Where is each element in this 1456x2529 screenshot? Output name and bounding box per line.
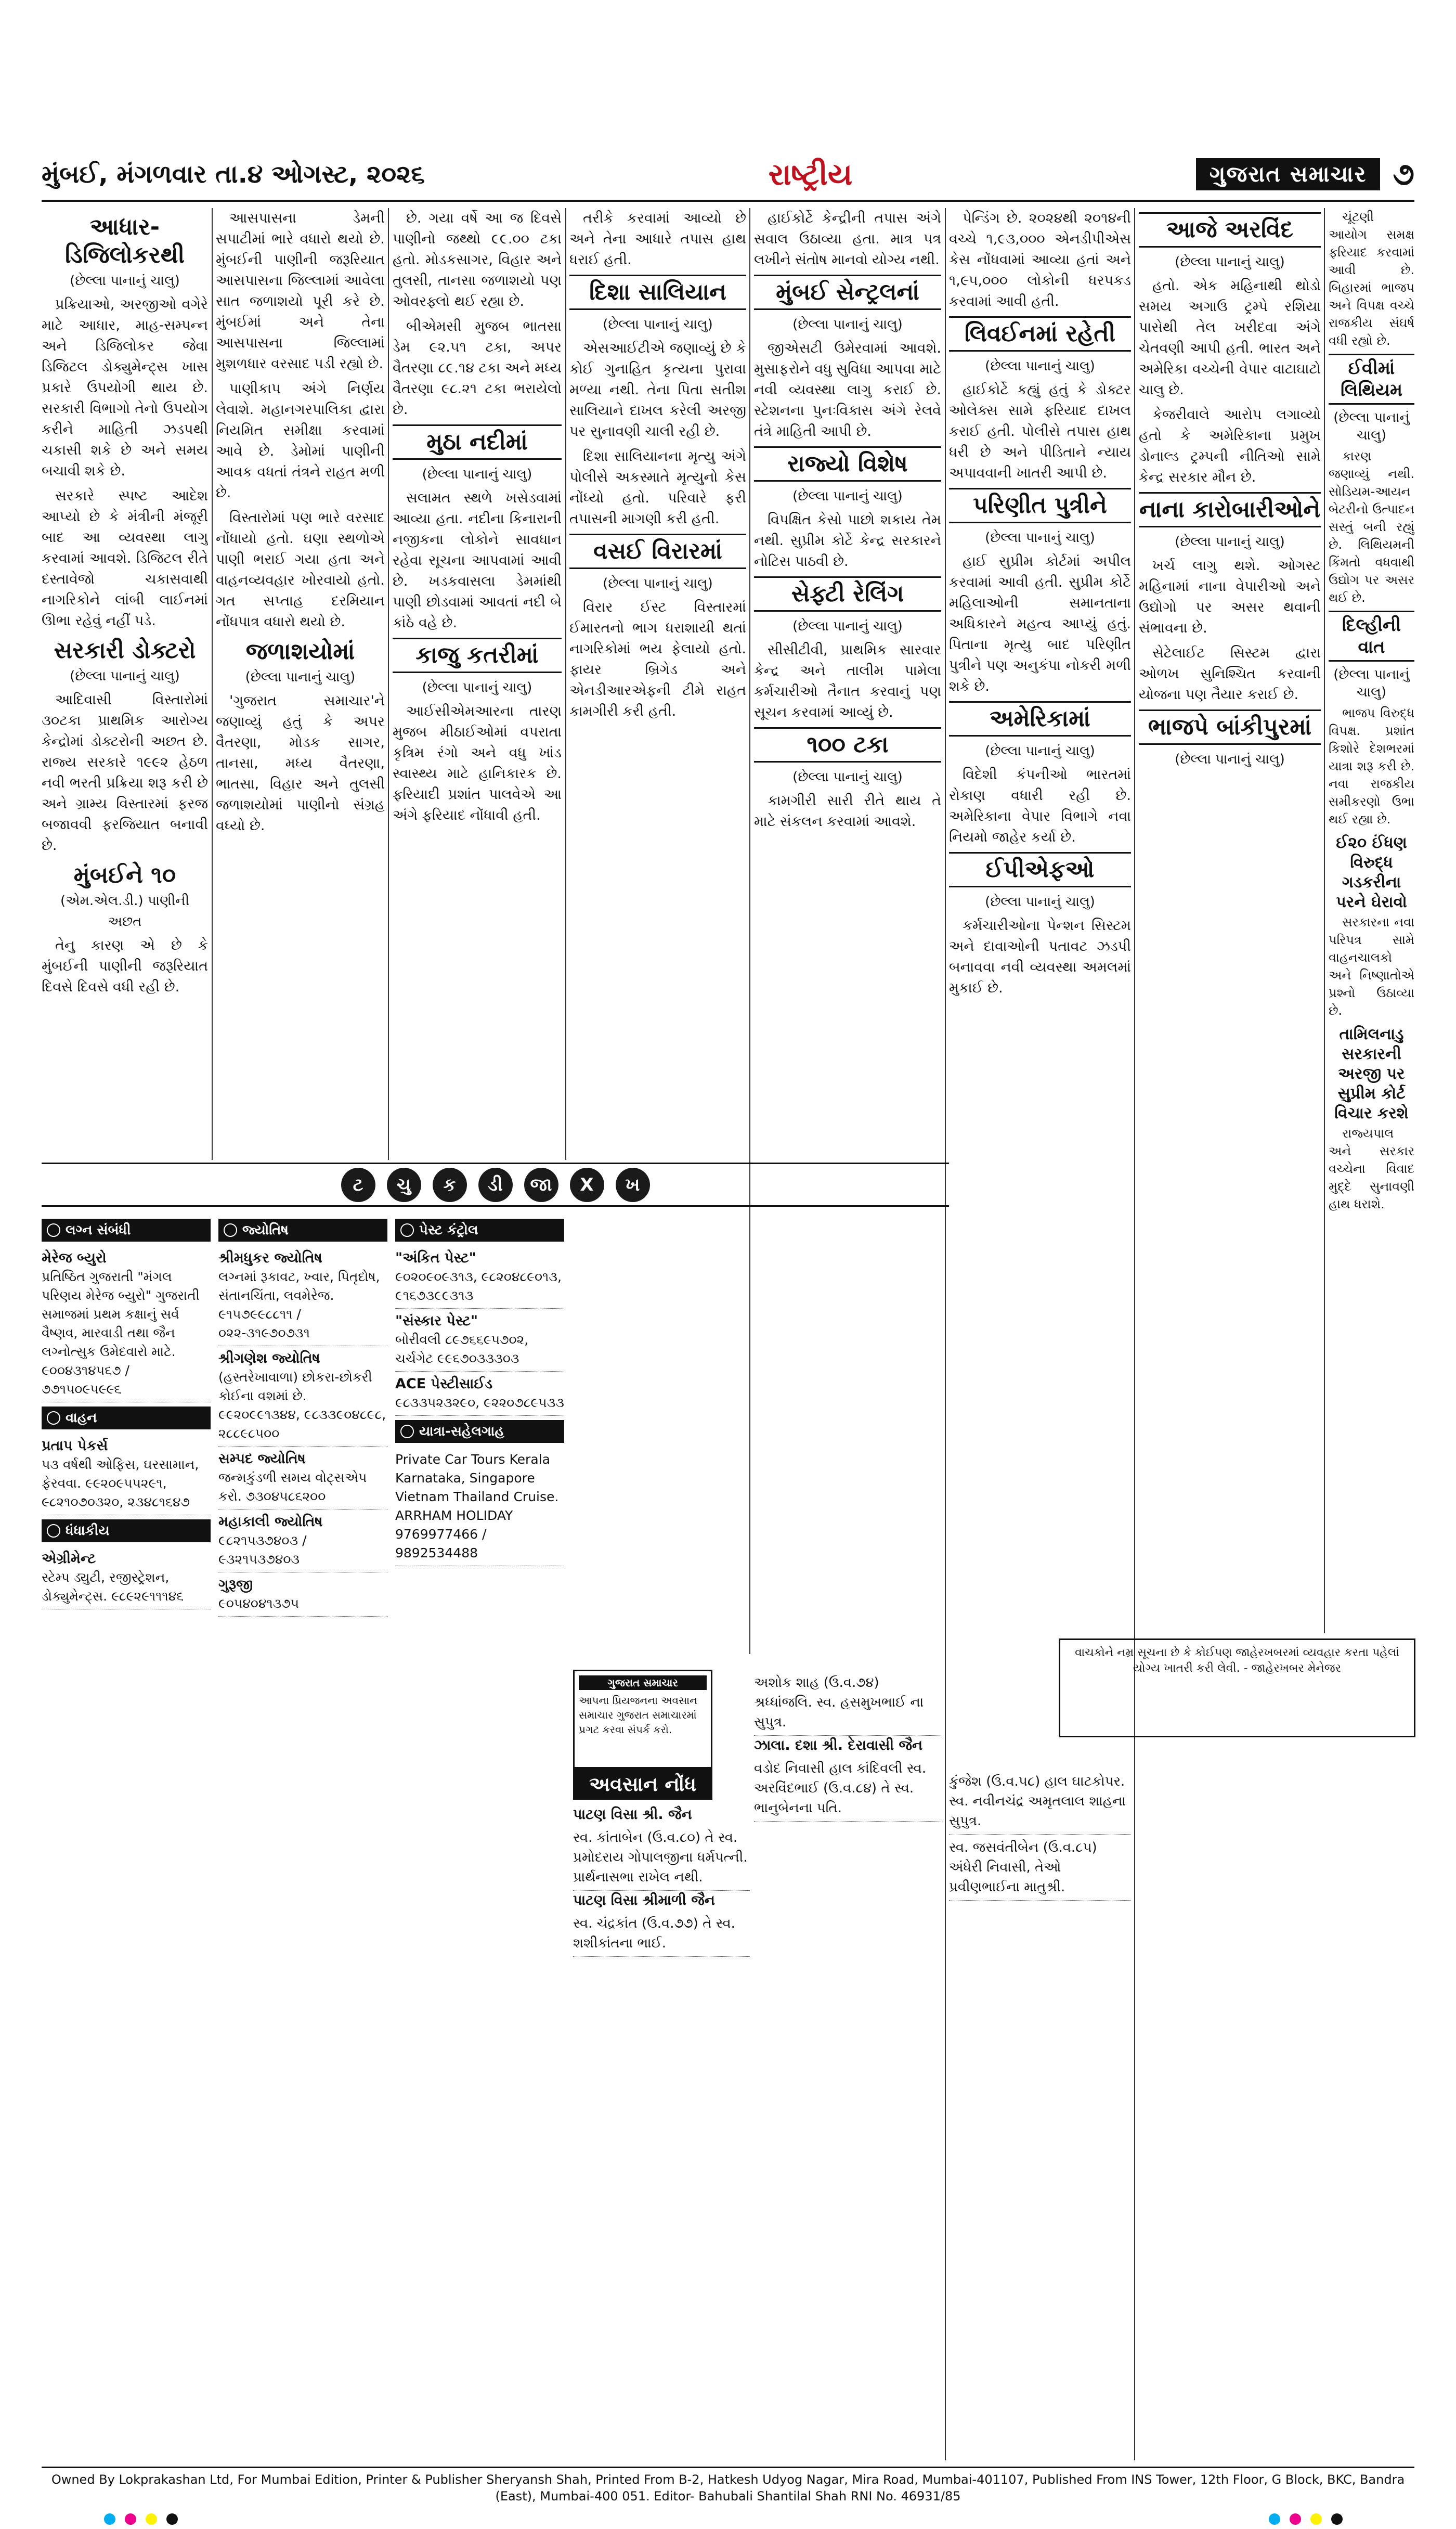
continued-label: (એમ.એલ.ડી.) પાણીની અછત — [60, 893, 190, 930]
continued-label: (છેલ્લા પાનાનું ચાલુ) — [245, 669, 356, 685]
reader-notice: વાચકોને નમ્ર સૂચના છે કે કોઈપણ જાહેરખબરમાં વ્યવહાર કરતા પહેલાં યોગ્ય ખાતરી કરી લેવી. - જાહેરખબર મેનેજર — [1059, 1638, 1415, 1737]
obituary-entry: સ્વ. ચંદ્રકાંત (ઉ.વ.૭૭) તે સ્વ. શશીકાંતના ભાઈ. — [573, 1911, 750, 1957]
ad-text: જન્મકુંડળી સમય વોટ્સએપ કરો. ૭૩૦૪૫૮૬૨૦૦ — [218, 1470, 367, 1504]
classified-ad — [218, 1246, 387, 1346]
continued-label: (છેલ્લા પાનાનું ચાલુ) — [1175, 752, 1285, 767]
classified-column-3 — [395, 1215, 564, 1782]
obituary-promo-box — [573, 1670, 712, 1769]
classified-band — [42, 1163, 949, 1207]
headline: મુઠા નદીમાં — [426, 429, 528, 455]
ad-text: પ્રતિષ્ઠિત ગુજરાતી "મંગલ પરિણય મેરેજ બ્યુરો" ગુજરાતી સમાજમાં પ્રથમ કક્ષાનું સર્વ વૈષ્ણવ, મારવાડી તથા જૈન લગ્નોત્સુક ઉમેદવારો માટે. ૯૦૦૪૩૧૪૫૬૭ / ૭૭૧૫૦૯૫૯૯૬ — [42, 1269, 200, 1397]
ad-title: એગ્રીમેન્ટ — [42, 1551, 96, 1567]
paragraph: આદિવાસી વિસ્તારોમાં ૩૦ટકા પ્રાથમિક આરોગ્ય કેન્દ્રોમાં ડોક્ટરોની અછત છે. રાજ્ય સરકારે ૧૯૯૨ હેઠળ નવી ભરતી પ્રક્રિયા શરૂ કરી છે અને ગ્રામ્ય વિસ્તારમાં ફરજ બજાવવી ફરજિયાત બનાવી છે. — [42, 692, 208, 854]
ad-text: ૯૦૨૦૯૦૯૩૧૩, ૯૮૨૦૪૮૯૦૧૩, ૯૧૬૭૩૯૯૩૧૩ — [395, 1269, 562, 1303]
headline: મુંબઈ સેન્ટ્રલનાં — [776, 279, 919, 305]
continued-label: (છેલ્લા પાનાનું ચાલુ) — [1175, 534, 1285, 550]
classified-ad — [42, 1246, 211, 1402]
headline-box — [1329, 354, 1414, 405]
promo-text: આપના પ્રિયજનના અવસાન સમાચાર ગુજરાત સમાચારમાં પ્રગટ કરવા સંપર્ક કરો. — [579, 1694, 697, 1736]
paragraph: હાઈકોર્ટે કહ્યું હતું કે ડોક્ટર ઓલેક્સ સામે ફરિયાદ દાખલ કરાઈ હતી. પોલીસે તપાસ હાથ ધરી છે અને પીડિતાને ન્યાય અપાવવાની ખાતરી આપી છે. — [949, 382, 1131, 481]
paragraph: તરીકે કરવામાં આવ્યો છે અને તેના આધારે તપાસ હાથ ધરાઈ હતી. — [569, 210, 746, 268]
imprint-footer: Owned By Lokprakashan Ltd, For Mumbai Edition, Printer & Publisher Sheryansh Shah, Printed From B-2, Hatkesh Udyog Nagar, Mira Road, Mumbai-401107, Published From INS Tower, 12th Floor, G Block, BKC, Bandra (East), Mumbai-400 051. Editor- Bahubali Shantilal Shah RNI No. 46931/85 — [42, 2467, 1414, 2508]
newspaper-logo: ગુજરાત સમાચાર — [1196, 158, 1380, 190]
paragraph: વિસ્તારોમાં પણ ભારે વરસાદ નોંધાયો હતો. ઘણા સ્થળોએ પાણી ભરાઈ ગયા હતા અને વાહનવ્યવહાર ખોરવાયો હતો. ગત સપ્તાહ દરમિયાન નોંધપાત્ર વધારો થયો છે. — [216, 510, 385, 630]
headline-box — [1139, 492, 1321, 527]
paragraph: 'ગુજરાત સમાચાર'ને જણાવ્યું હતું કે અપર વૈતરણા, મોડક સાગર, તાનસા, મધ્ય વૈતરણા, ભાતસા, વિહાર અને તુલસી જળાશયોમાં પાણીનો સંગ્રહ વધ્યો છે. — [216, 693, 385, 834]
headline: નાના કારોબારીઓને — [1139, 496, 1321, 523]
paragraph: પાણીકાપ અંગે નિર્ણય લેવાશે. મહાનગરપાલિકા દ્વારા નિયમિત સમીક્ષા કરવામાં આવે છે. ડેમોમાં પાણીની આવક વધતાં તંત્રને રાહત મળી છે. — [216, 381, 385, 501]
continued-label: (છેલ્લા પાનાનું ચાલુ) — [1175, 254, 1285, 270]
headline: જળાશયોમાં — [245, 638, 355, 665]
column-7 — [1139, 208, 1321, 1633]
headline-box — [754, 576, 941, 612]
band-letter: ક — [433, 1168, 467, 1202]
promo-logo: ગુજરાત સમાચાર — [579, 1675, 707, 1690]
column-5 — [754, 208, 941, 1654]
paragraph: વિરાર ઈસ્ટ વિસ્તારમાં ઈમારતનો ભાગ ધરાશાયી થતાં નાગરિકોમાં ભય ફેલાયો હતો. ફાયર બ્રિગેડ અને એનડીઆરએફની ટીમે રાહત કામગીરી કરી હતી. — [569, 599, 746, 719]
ad-title: શ્રીગણેશ જ્યોતિષ — [218, 1350, 320, 1366]
paragraph: કામગીરી સારી રીતે થાય તે માટે સંકલન કરવામાં આવશે. — [754, 793, 941, 830]
ad-title: સમ્પદ જ્યોતિષ — [218, 1451, 306, 1467]
header-rule — [42, 200, 1414, 202]
page-number: ૭ — [1393, 156, 1414, 192]
paragraph: ચૂંટણી આયોગ સમક્ષ ફરિયાદ કરવામાં આવી છે. બિહારમાં ભાજપ અને વિપક્ષ વચ્ચે રાજકીય સંઘર્ષ વધી રહ્યો છે. — [1329, 210, 1414, 348]
continued-label: (છેલ્લા પાનાનું ચાલુ) — [792, 769, 903, 785]
registration-mark — [104, 2513, 115, 2525]
ad-text: ૯૮૩૩૫૨૩૨૯૦, ૯૨૨૦૭૮૯૫૩૩ — [395, 1395, 564, 1410]
registration-mark — [1269, 2513, 1280, 2525]
category-header: ધંધાકીય — [42, 1519, 211, 1542]
community-title: પાટણ વિસા શ્રીમાળી જૈન — [573, 1892, 715, 1908]
ad-title: શ્રીમધુકર જ્યોતિષ — [218, 1250, 322, 1266]
paragraph: એસઆઈટીએ જણાવ્યું છે કે કોઈ ગુનાહિત કૃત્યના પુરાવા મળ્યા નથી. તેના પિતા સતીશ સાલિયાને દાખલ કરેલી અરજી પર સુનાવણી ચાલી રહી છે. — [569, 340, 746, 440]
ad-text: સ્ટેમ્પ ડ્યુટી, રજીસ્ટ્રેશન, ડોક્યુમેન્ટ્સ. ૯૮૯૨૯૧૧૧૪૬ — [42, 1570, 184, 1604]
issue-date: મુંબઈ, મંગળવાર તા.૪ ઓગસ્ટ, ૨૦૨૬ — [42, 159, 425, 189]
band-letter: ડી — [478, 1168, 513, 1202]
classified-ad — [42, 1434, 211, 1515]
classified-column-1 — [42, 1215, 211, 1782]
column-divider — [945, 208, 946, 2460]
column-3 — [393, 208, 562, 1160]
headline-box — [754, 275, 941, 310]
category-header: વાહન — [42, 1407, 211, 1429]
category-header: યાત્રા-સહેલગાહ — [395, 1420, 564, 1443]
registration-mark — [166, 2513, 178, 2525]
continued-label: (છેલ્લા પાનાનું ચાલુ) — [985, 894, 1095, 910]
column-4 — [569, 208, 746, 1160]
paragraph: હાઈ સુપ્રીમ કોર્ટમાં અપીલ કરવામાં આવી હતી. સુપ્રીમ કોર્ટે મહિલાઓની સમાનતાના અધિકારને મહત્વ આપ્યું હતું. પિતાના મૃત્યુ બાદ પરિણીત પુત્રીને પણ અનુકંપા નોકરી મળી શકે છે. — [949, 553, 1131, 694]
section-title: રાષ્ટ્રીય — [768, 156, 853, 192]
headline: ઈ૨૦ ઈંધણ વિરુદ્ધ ગડકરીના પરને ઘેરાવો — [1336, 834, 1407, 911]
ad-text: બોરીવલી ૮૯૭૬૬૯૫૭૦૨, ચર્ચગેટ ૯૯૬૭૦૩૩૩૦૩ — [395, 1332, 529, 1366]
column-divider — [212, 208, 213, 1160]
continued-label: (છેલ્લા પાનાનું ચાલુ) — [792, 317, 903, 332]
ring-icon — [47, 1223, 60, 1237]
headline: દિલ્હીની વાત — [1342, 615, 1401, 657]
paragraph: સરકારે સ્પષ્ટ આદેશ આપ્યો છે કે મંત્રીની મંજૂરી બાદ આ વ્યવસ્થા લાગુ કરવામાં આવશે. ડિજિટલ રીતે દસ્તાવેજો ચકાસવાથી નાગરિકોને લાંબી લાઈનમાં ઊભા રહેવું નહીં પડે. — [42, 488, 208, 629]
registration-mark — [1290, 2513, 1301, 2525]
paragraph: તેનુ કારણ એ છે કે મુંબઈની પાણીની જરૂરિયાત દિવસે દિવસે વધી રહી છે. — [42, 937, 208, 995]
classified-ad — [395, 1309, 564, 1372]
paragraph: પેન્ડિંગ છે. ૨૦૨૪થી ૨૦૧૪ની વચ્ચે ૧,૯૩,૦૦૦ એનડીપીએસ કેસ નોંધવામાં આવ્યા હતાં અને ૧,૯૫,૦૦૦ લોકોની ધરપકડ કરવામાં આવી હતી. — [949, 210, 1131, 309]
obituary-header: અવસાન નોંધ — [573, 1769, 712, 1800]
continued-label: (છેલ્લા પાનાનું ચાલુ) — [1333, 667, 1410, 700]
column-1 — [42, 208, 208, 1160]
category-header: જ્યોતિષ — [218, 1219, 387, 1242]
masthead — [1196, 156, 1414, 192]
headline-box — [569, 534, 746, 569]
headline: ભાજપે બાંકીપુરમાં — [1148, 714, 1312, 740]
continued-label: (છેલ્લા પાનાનું ચાલુ) — [70, 668, 180, 684]
headline: ઈવીમાં લિથિયમ — [1341, 358, 1402, 401]
continued-label: (છેલ્લા પાનાનું ચાલુ) — [985, 743, 1095, 759]
continued-label: (છેલ્લા પાનાનું ચાલુ) — [422, 467, 532, 482]
classified-ad — [218, 1447, 387, 1509]
ad-title: મેરેજ બ્યુરો — [42, 1250, 107, 1266]
headline-box — [393, 424, 562, 460]
registration-mark — [1331, 2513, 1343, 2525]
obituary-entry: સ્વ. જસવંતીબેન (ઉ.વ.૮૫) અંધેરી નિવાસી, તેઓ પ્રવીણભાઈના માતુશ્રી. — [949, 1835, 1131, 1901]
continued-label: (છેલ્લા પાનાનું ચાલુ) — [985, 530, 1095, 546]
obituary-column-2 — [754, 1670, 941, 2460]
classified-ad — [218, 1509, 387, 1572]
headline-box — [949, 488, 1131, 523]
community-title: ઝાલા. દશા શ્રી. દેરાવાસી જૈન — [754, 1737, 923, 1753]
headline: પરિણીત પુત્રીને — [973, 492, 1107, 519]
ad-text: ૯૮૨૧૫૩૭૪૦૩ / ૯૩૨૧૫૩૭૪૦૩ — [218, 1533, 307, 1567]
paragraph: સીસીટીવી, પ્રાથમિક સારવાર કેન્દ્ર અને તાલીમ પામેલા કર્મચારીઓ તૈનાત કરવાનું પણ સૂચન કરવામાં આવ્યું છે. — [754, 642, 941, 720]
ad-title: ACE પેસ્ટીસાઈડ — [395, 1376, 493, 1392]
briefcase-icon — [47, 1524, 60, 1538]
ad-text: (હસ્તરેખાવાળા) છોકરા-છોકરી કોઈના વશમાં છે. ૯૯૨૦૯૯૧૩૪૪, ૯૮૩૩૯૦૪૮૯૮, ૨૮૮૯૮૫૦૦ — [218, 1370, 386, 1441]
bug-icon — [400, 1223, 414, 1237]
paragraph: ભાજપ વિરુદ્ધ વિપક્ષ. પ્રશાંત કિશોરે દેશભરમાં યાત્રા શરૂ કરી છે. નવા રાજકીય સમીકરણો ઉભા થઈ રહ્યા છે. — [1329, 706, 1414, 827]
paragraph: પ્રક્રિયાઓ, અરજીઓ વગેરે માટે આધાર, માહ-સમ્પન્ન અને ડિજિલોકર જેવા ડિજિટલ ડોક્યુમેન્ટ્સ ખાસ પ્રકારે ઉપયોગી થાય છે. સરકારી વિભાગો તેનો ઉપયોગ કરીને માહિતી ઝડપથી ચકાસી શકે છે અને સમય બચાવી શકે છે. — [42, 296, 208, 479]
classified-ad — [42, 1546, 211, 1609]
obituary-entry: અશોક શાહ (ઉ.વ.૭૪) શ્રધ્ધાંજલિ. સ્વ. હસમુખભાઈ ના સુપુત્ર. — [754, 1670, 941, 1736]
registration-mark — [1310, 2513, 1322, 2525]
obituary-column-1 — [573, 1805, 750, 2460]
band-letter: જા — [524, 1168, 558, 1202]
obituary-column-3 — [949, 1769, 1131, 2460]
classified-ad — [218, 1346, 387, 1447]
continued-label: (છેલ્લા પાનાનું ચાલુ) — [422, 680, 532, 695]
headline: રાજ્યો વિશેષ — [787, 450, 908, 477]
headline: ૧૦૦ ટકા — [807, 731, 889, 758]
headline: સરકારી ડોક્ટરો — [54, 637, 196, 664]
headline-box — [949, 701, 1131, 737]
classified-ad — [218, 1572, 387, 1617]
paragraph: હાઈકોર્ટે કેન્દ્રીની તપાસ અંગે સવાલ ઉઠાવ્યા હતા. માત્ર પત્ર લખીને સંતોષ માનવો યોગ્ય નથી. — [754, 210, 941, 268]
paragraph: છે. ગયા વર્ષે આ જ દિવસે પાણીનો જથ્થો ૯૯.૦૦ ટકા હતો. મોડકસાગર, વિહાર અને તુલસી, તાનસા જળાશયો પણ ઓવરફ્લો થઈ રહ્યા છે. — [393, 210, 562, 309]
headline-box — [754, 446, 941, 482]
ad-text: Private Car Tours Kerala Karnataka, Singapore Vietnam Thailand Cruise. ARRHAM HOLIDAY 9769977466 / 9892534488 — [395, 1452, 559, 1560]
column-divider — [749, 208, 750, 1654]
classified-ad — [395, 1246, 564, 1309]
obituary-entry: સ્વ. કાંતાબેન (ઉ.વ.૮૦) તે સ્વ. પ્રમોદરાય ગોપાલજીના ધર્મપત્ની. પ્રાર્થનાસભા રાખેલ નથી. — [573, 1825, 750, 1891]
headline: વસઈ વિરારમાં — [593, 538, 722, 564]
classified-ad — [395, 1372, 564, 1416]
ad-text: ૫૩ વર્ષથી ઓફિસ, ઘરસામાન, ફેરવવા. ૯૯૨૦૯૫૫૨૯૧, ૯૮૨૧૦૭૦૩૨૦, ૨૩૪૮૧૬૪૭ — [42, 1457, 199, 1509]
travel-icon — [400, 1425, 414, 1438]
registration-mark — [146, 2513, 157, 2525]
continued-label: (છેલ્લા પાનાનું ચાલુ) — [1333, 410, 1410, 443]
classified-ad — [395, 1447, 564, 1566]
band-letter: ટ — [341, 1168, 375, 1202]
headline: અમેરિકામાં — [990, 705, 1090, 732]
paragraph: દિશા સાલિયાનના મૃત્યુ અંગે પોલીસે અકસ્માતે મૃત્યુનો કેસ નોંધ્યો હતો. પરિવારે ફરી તપાસની માગણી કરી હતી. — [569, 448, 746, 527]
registration-mark — [125, 2513, 136, 2525]
category-header: લગ્ન સંબંધી — [42, 1219, 211, 1242]
headline: ઈપીએફઓ — [985, 856, 1095, 883]
continued-label: (છેલ્લા પાનાનું ચાલુ) — [792, 488, 903, 504]
car-icon — [47, 1411, 60, 1425]
obituary-entry: કુંજેશ (ઉ.વ.૫૮) હાલ ઘાટકોપર. સ્વ. નવીનચંદ્ર અમૃતલાલ શાહના સુપુત્ર. — [949, 1769, 1131, 1835]
headline-box — [754, 727, 941, 763]
band-letter: ચુ — [387, 1168, 421, 1202]
headline: દિશા સાલિયાન — [589, 279, 726, 305]
headline: મુંબઈને ૧૦ — [73, 862, 176, 888]
ad-title: મહાકાલી જ્યોતિષ — [218, 1514, 323, 1530]
band-letter: ખ — [616, 1168, 650, 1202]
continued-label: (છેલ્લા પાનાનું ચાલુ) — [792, 618, 903, 634]
paragraph: સલામત સ્થળે ખસેડવામાં આવ્યા હતા. નદીના કિનારાની નજીકના લોકોને સાવધાન રહેવા સૂચના આપવામાં આવી છે. ખડકવાસલા ડેમમાંથી પાણી છોડવામાં આવતાં નદી બે કાંઠે વહે છે. — [393, 490, 562, 631]
headline-box — [1139, 212, 1321, 248]
column-divider — [1134, 208, 1135, 2460]
column-divider — [1324, 208, 1325, 1633]
continued-label: (છેલ્લા પાનાનું ચાલુ) — [70, 273, 180, 289]
headline: કાજુ કતરીમાં — [415, 642, 539, 668]
continued-label: (છેલ્લા પાનાનું ચાલુ) — [985, 358, 1095, 374]
astrology-icon — [224, 1223, 237, 1237]
classified-column-2 — [218, 1215, 387, 1782]
ad-text: લગ્નમાં રૂકાવટ, ખ્વાર, પિતૃદોષ, સંતાનચિંતા, લવમેરેજ. ૯૧૫૭૯૯૮૮૧૧ / ૦૨૨-૩૧૯૭૦૭૩૧ — [218, 1269, 380, 1340]
headline: આજે અરવિંદ — [1166, 216, 1294, 243]
paragraph: કેજરીવાલે આરોપ લગાવ્યો હતો કે અમેરિકાના પ્રમુખ ડોનાલ્ડ ટ્રમ્પની નીતિઓ સામે કેન્દ્ર સરકાર મૌન છે. — [1139, 407, 1321, 485]
band-letter: X — [570, 1168, 604, 1202]
paragraph: ખર્ચ લાગુ થશે. ઓગસ્ટ મહિનામાં નાના વેપારીઓ અને ઉદ્યોગો પર અસર થવાની સંભાવના છે. — [1139, 558, 1321, 636]
obituary-entry: વડોદ નિવાસી હાલ કાંદિવલી સ્વ. અરવિંદભાઈ (ઉ.વ.૮૪) તે સ્વ. ભાનુબેનના પતિ. — [754, 1756, 941, 1822]
ad-title: "સંસ્કાર પેસ્ટ" — [395, 1313, 478, 1329]
ad-title: ગુરૂજી — [218, 1577, 253, 1593]
paragraph: બીએમસી મુજબ ભાતસા ડેમ ૯૨.૫૧ ટકા, અપર વૈતરણા ૮૯.૧૪ ટકા અને મધ્ય વૈતરણા ૯૮.૨૧ ટકા ભરાયેલો છે. — [393, 318, 562, 418]
paragraph: કર્મચારીઓના પેન્શન સિસ્ટમ અને દાવાઓની પતાવટ ઝડપી બનાવવા નવી વ્યવસ્થા અમલમાં મુકાઈ છે. — [949, 918, 1131, 996]
continued-label: (છેલ્લા પાનાનું ચાલુ) — [603, 576, 713, 591]
paragraph: હતો. એક મહિનાથી થોડો સમય અગાઉ ટ્રમ્પે રશિયા પાસેથી તેલ ખરીદવા અંગે ચેતવણી આપી હતી. ભારત અને અમેરિકા વચ્ચેની વેપાર વાટાઘાટો ચાલુ છે. — [1139, 278, 1321, 398]
headline: લિવઈનમાં રહેતી — [964, 320, 1116, 347]
paragraph: વિપક્ષિત કેસો પાછો શકાય તેમ નથી. સુપ્રીમ કોર્ટે કેન્દ્ર સરકારને નોટિસ પાઠવી છે. — [754, 512, 941, 570]
paragraph: આઈસીએમઆરના તારણ મુજબ મીઠાઈઓમાં વપરાતા કૃત્રિમ રંગો અને વધુ ખાંડ સ્વાસ્થ્ય માટે હાનિકારક છે. ફરિયાદી પ્રશાંત પાલવેએ આ અંગે ફરિયાદ નોંધાવી હતી. — [393, 703, 562, 823]
headline-box — [569, 275, 746, 310]
ad-text: ૯૦૫૪૦૪૧૩૭૫ — [218, 1596, 300, 1611]
category-header: પેસ્ટ કંટ્રોલ — [395, 1219, 564, 1242]
paragraph: વિદેશી કંપનીઓ ભારતમાં રોકાણ વધારી રહી છે. અમેરિકાના વેપાર વિભાગે નવા નિયમો જાહેર કર્યા છે. — [949, 767, 1131, 845]
headline-box — [1139, 709, 1321, 745]
column-divider — [565, 208, 566, 1160]
paragraph: કારણ જણાવ્યું નથી. સોડિયમ-આયન બેટરીનો ઉત્પાદન સસ્તું બની રહ્યું છે. લિથિયમની કિંમતો વધવાથી ઉદ્યોગ પર અસર થઈ છે. — [1329, 449, 1414, 605]
column-8 — [1329, 208, 1414, 1633]
paragraph: જીએસટી ઉમેરવામાં આવશે. મુસાફરોને વધુ સુવિધા આપવા માટે નવી વ્યવસ્થા લાગુ કરાઈ છે. સ્ટેશનના પુનઃવિકાસ અંગે રેલવે તંત્રે માહિતી આપી છે. — [754, 340, 941, 440]
headline-box — [949, 852, 1131, 887]
column-2 — [216, 208, 385, 1160]
headline-box — [393, 638, 562, 673]
paragraph: રાજ્યપાલ અને સરકાર વચ્ચેના વિવાદ મુદ્દે સુનાવણી હાથ ધરાશે. — [1329, 1126, 1414, 1211]
community-title: પાટણ વિસા શ્રી. જૈન — [573, 1807, 692, 1823]
headline-box — [1329, 611, 1414, 662]
ad-title: પ્રતાપ પેકર્સ — [42, 1438, 108, 1454]
headline: તામિલનાડુ સરકારની અરજી પર સુપ્રીમ કોર્ટ વિચાર કરશે — [1334, 1025, 1409, 1122]
ad-title: "અંકિત પેસ્ટ" — [395, 1250, 476, 1266]
continued-label: (છેલ્લા પાનાનું ચાલુ) — [603, 317, 713, 332]
headline-box — [949, 316, 1131, 352]
headline: આધાર-ડિજિલોકરથી — [64, 214, 185, 268]
column-divider — [388, 208, 389, 1160]
paragraph: આસપાસના ડેમની સપાટીમાં ભારે વધારો થયો છે. મુંબઈની પાણીની જરૂરિયાત આસપાસના જિલ્લામાં આવેલા સાત જળાશયો પૂરી કરે છે. મુંબઈમાં અને તેના આસપાસના જિલ્લામાં મુશળધાર વરસાદ પડી રહ્યો છે. — [216, 210, 385, 372]
page-header — [42, 151, 1414, 198]
headline: સેફ્ટી રેલિંગ — [791, 580, 904, 607]
paragraph: સેટેલાઈટ સિસ્ટમ દ્વારા ઓળખ સુનિશ્ચિત કરવાની યોજના પણ તૈયાર કરાઈ છે. — [1139, 645, 1321, 703]
paragraph: સરકારના નવા પરિપત્ર સામે વાહનચાલકો અને નિષ્ણાતોએ પ્રશ્નો ઉઠાવ્યા છે. — [1329, 915, 1414, 1018]
